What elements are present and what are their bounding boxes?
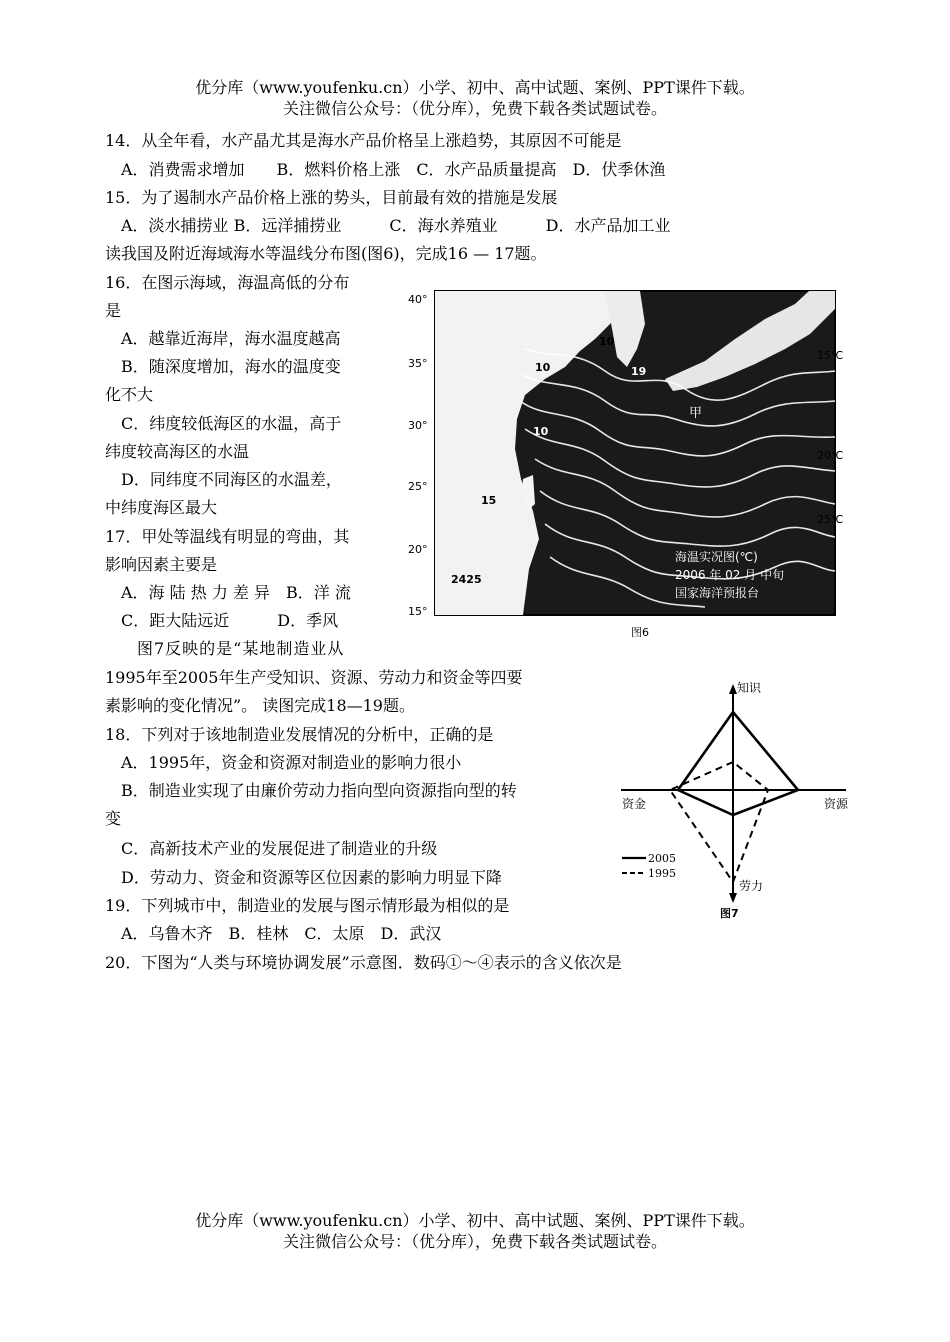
question-17: 17．甲处等温线有明显的弯曲，其 <box>105 527 350 546</box>
legend-2005: 2005 <box>648 852 676 865</box>
question-18-option-c: C．高新技术产业的发展促进了制造业的升级 <box>121 839 438 858</box>
point-jia-label: 甲 <box>689 406 703 421</box>
lat-label: 20° <box>408 543 428 556</box>
map-legend-date: 2006 年 02 月 中旬 <box>675 568 785 582</box>
question-18-option-b: B．制造业实现了由廉价劳动力指向型向资源指向型的转 <box>121 781 517 800</box>
instruction-16-17: 读我国及附近海域海水等温线分布图(图6)，完成16 — 17题。 <box>105 244 547 263</box>
question-18-option-d: D．劳动力、资金和资源等区位因素的影响力明显下降 <box>121 868 502 887</box>
question-16-option-c-cont: 纬度较高海区的水温 <box>105 442 250 461</box>
figure-6-sea-temperature-map <box>405 279 847 639</box>
question-16-option-c: C．纬度较低海区的水温，高于 <box>121 414 342 433</box>
contour-label: 10 <box>599 335 615 348</box>
question-16-option-d: D．同纬度不同海区的水温差， <box>121 470 342 489</box>
question-16-option-b: B．随深度增加，海水的温度变 <box>121 357 341 376</box>
lat-label: 30° <box>408 419 428 432</box>
question-16: 16．在图示海域，海温高低的分布 <box>105 273 350 292</box>
isotherm-label: 20℃ <box>817 449 844 462</box>
contour-label: 10 <box>533 425 549 438</box>
contour-label: 15 <box>481 494 497 507</box>
legend-1995: 1995 <box>648 867 676 880</box>
intro-fig7: 图7反映的是“某地制造业从 <box>137 639 345 658</box>
lat-label: 25° <box>408 480 428 493</box>
axis-label-capital: 资金 <box>622 797 647 811</box>
question-15-options: A．淡水捕捞业 B．远洋捕捞业 C．海水养殖业 D．水产品加工业 <box>121 216 671 235</box>
question-17-options-cd: C．距大陆远近 D．季风 <box>121 611 339 630</box>
axis-label-labor: 劳力 <box>739 879 764 893</box>
question-17-options-ab: A．海 陆 热 力 差 异 B．洋 流 <box>121 583 351 602</box>
lat-label: 40° <box>408 293 428 306</box>
question-19: 19．下列城市中，制造业的发展与图示情形最为相似的是 <box>105 896 510 915</box>
figure-7-caption: 图7 <box>720 907 739 920</box>
map-legend-source: 国家海洋预报台 <box>675 586 760 600</box>
isotherm-label: 25℃ <box>817 513 844 526</box>
footer-line-1: 优分库（www.youfenku.cn）小学、初中、高中试题、案例、PPT课件下载。 <box>195 1211 755 1230</box>
question-20: 20．下图为“人类与环境协调发展”示意图．数码①～④表示的含义依次是 <box>105 953 622 972</box>
question-16-option-a: A．越靠近海岸，海水温度越高 <box>121 329 341 348</box>
lat-label: 15° <box>408 605 428 618</box>
question-16-option-d-cont: 中纬度海区最大 <box>105 498 218 517</box>
footer-line-2: 关注微信公众号：（优分库），免费下载各类试题试卷。 <box>282 1232 667 1251</box>
contour-label: 10 <box>535 361 551 374</box>
question-17-cont: 影响因素主要是 <box>105 555 218 574</box>
question-15: 15．为了遏制水产品价格上涨的势头，目前最有效的措施是发展 <box>105 188 558 207</box>
question-16-cont: 是 <box>105 301 122 320</box>
header-line-1: 优分库（www.youfenku.cn）小学、初中、高中试题、案例、PPT课件下载。 <box>195 78 755 97</box>
question-16-option-b-cont: 化不大 <box>105 385 154 404</box>
intro-fig7-cont-1: 1995年至2005年生产受知识、资源、劳动力和资金等四要 <box>105 668 523 687</box>
figure-7-factor-diagram <box>618 672 854 922</box>
question-18-option-a: A．1995年，资金和资源对制造业的影响力很小 <box>121 753 462 772</box>
figure-6-caption: 图6 <box>631 626 649 639</box>
question-18-option-b-cont: 变 <box>105 809 122 828</box>
question-19-options: A．乌鲁木齐 B．桂林 C．太原 D．武汉 <box>121 924 442 943</box>
question-14: 14．从全年看，水产晶尤其是海水产品价格呈上涨趋势，其原因不可能是 <box>105 131 622 150</box>
intro-fig7-cont-2: 素影响的变化情况”。 读图完成18—19题。 <box>105 696 415 715</box>
question-14-options: A．消费需求增加 B．燃料价格上涨 C．水产品质量提高 D．伏季休渔 <box>121 160 666 179</box>
map-legend-title: 海温实况图(℃) <box>675 550 758 564</box>
header-line-2: 关注微信公众号：（优分库），免费下载各类试题试卷。 <box>282 99 667 118</box>
axis-label-knowledge: 知识 <box>737 681 762 695</box>
contour-label: 2425 <box>451 573 482 586</box>
contour-label: 19 <box>631 365 647 378</box>
axis-label-resources: 资源 <box>824 797 849 811</box>
question-18: 18．下列对于该地制造业发展情况的分析中，正确的是 <box>105 725 494 744</box>
lat-label: 35° <box>408 357 428 370</box>
series-2005-shape <box>678 712 798 815</box>
isotherm-label: 15℃ <box>817 349 844 362</box>
